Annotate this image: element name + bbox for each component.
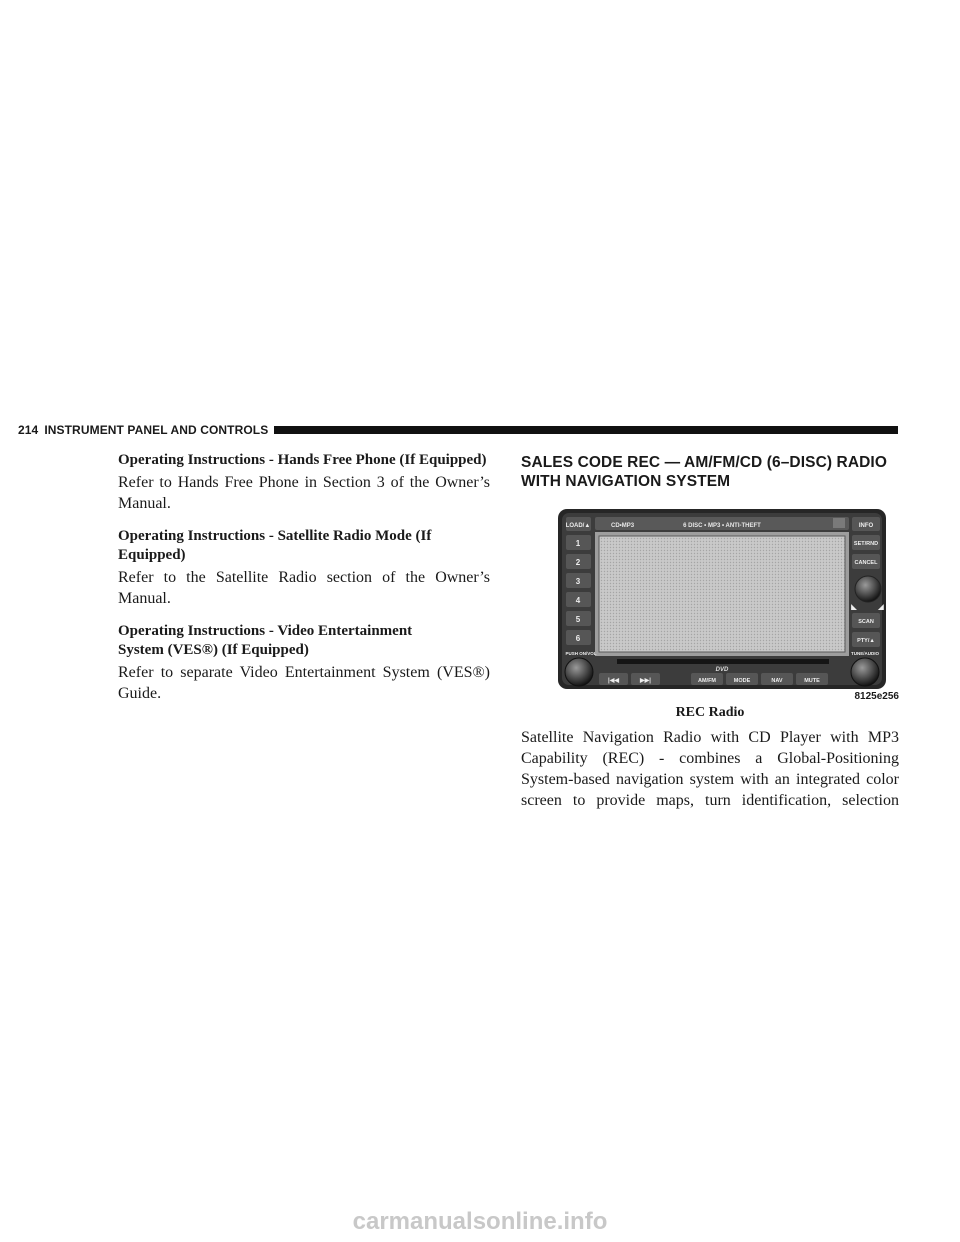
push-on-vol-label: PUSH ON/VOL xyxy=(565,651,597,656)
right-column xyxy=(521,453,899,811)
mute-button-label: MUTE xyxy=(804,678,820,684)
left-column xyxy=(118,451,490,717)
disc-slot xyxy=(617,659,829,664)
arrow-right-icon: ◢ xyxy=(878,604,884,611)
watermark: carmanualsonline.info xyxy=(352,1208,608,1235)
joystick-knob[interactable] xyxy=(855,576,881,602)
seek-forward-icon: ▶▶| xyxy=(640,678,651,684)
heading-hands-free: Operating Instructions - Hands Free Phone (If Equipped) xyxy=(118,452,487,468)
figure-caption: REC Radio xyxy=(675,705,745,720)
preset-5-label: 5 xyxy=(575,615,581,624)
rec-radio-figure xyxy=(555,507,899,702)
preset-2-label: 2 xyxy=(575,558,581,567)
rec-description-line1: Satellite Navigation Radio with CD Player with MP3 xyxy=(521,729,899,746)
heading-satellite: Operating Instructions - Satellite Radio Mode (If Equipped) xyxy=(118,528,432,563)
arrow-left-icon: ◣ xyxy=(851,604,857,611)
heading-video-line1: Operating Instructions - Video Entertainment xyxy=(118,623,413,639)
rec-description-line3: System-based navigation system with an integrated color xyxy=(521,771,899,788)
set-rnd-button-label: SET/RND xyxy=(853,541,879,547)
top-strip-label: 6 DISC • MP3 • ANTI-THEFT xyxy=(683,523,761,529)
scan-button-label: SCAN xyxy=(858,619,874,625)
rec-description xyxy=(521,727,899,811)
heading-video-line2: System (VES®) (If Equipped) xyxy=(118,642,309,658)
seek-back-icon: |◀◀ xyxy=(608,678,619,684)
para-hands-free: Refer to Hands Free Phone in Section 3 of the Owner’s Manual. xyxy=(118,474,490,512)
cd-mp3-label: CD•MP3 xyxy=(611,523,635,529)
figure-id: 8125e256 xyxy=(854,691,899,702)
volume-knob[interactable] xyxy=(565,658,593,686)
cancel-button-label: CANCEL xyxy=(854,560,878,566)
section-title-line1: SALES CODE REC — AM/FM/CD (6–DISC) RADIO xyxy=(521,454,887,471)
eject-icon xyxy=(833,518,845,528)
dvd-logo: DVD xyxy=(715,667,729,673)
preset-4-label: 4 xyxy=(575,596,581,605)
nav-button-label: NAV xyxy=(771,678,783,684)
load-button-label: LOAD/▲ xyxy=(565,523,591,529)
header-rule xyxy=(274,426,898,434)
para-satellite: Refer to the Satellite Radio section of the Owner’s Manual. xyxy=(118,569,490,607)
section-title xyxy=(521,453,899,491)
section-name: INSTRUMENT PANEL AND CONTROLS xyxy=(44,423,269,437)
section-title-line2: WITH NAVIGATION SYSTEM xyxy=(521,473,731,490)
info-button-label: INFO xyxy=(858,523,874,529)
page-number: 214 xyxy=(18,423,39,437)
page-header xyxy=(18,421,898,439)
rec-description-line2: Capability (REC) - combines a Global-Positioning xyxy=(521,750,899,767)
tune-knob[interactable] xyxy=(851,658,879,686)
nav-screen xyxy=(599,536,845,652)
heading-video xyxy=(118,622,490,660)
preset-1-label: 1 xyxy=(575,539,581,548)
radio-illustration xyxy=(555,507,899,699)
tune-audio-label: TUNE/AUDIO xyxy=(851,651,879,656)
mode-button-label: MODE xyxy=(733,678,751,684)
para-video: Refer to separate Video Entertainment System (VES®) Guide. xyxy=(118,664,490,702)
am-fm-button-label: AM/FM xyxy=(697,678,717,684)
preset-3-label: 3 xyxy=(575,577,581,586)
preset-6-label: 6 xyxy=(575,634,581,643)
pty-button-label: PTY/▲ xyxy=(857,638,875,644)
rec-description-line4: screen to provide maps, turn identification, selection xyxy=(521,792,899,809)
